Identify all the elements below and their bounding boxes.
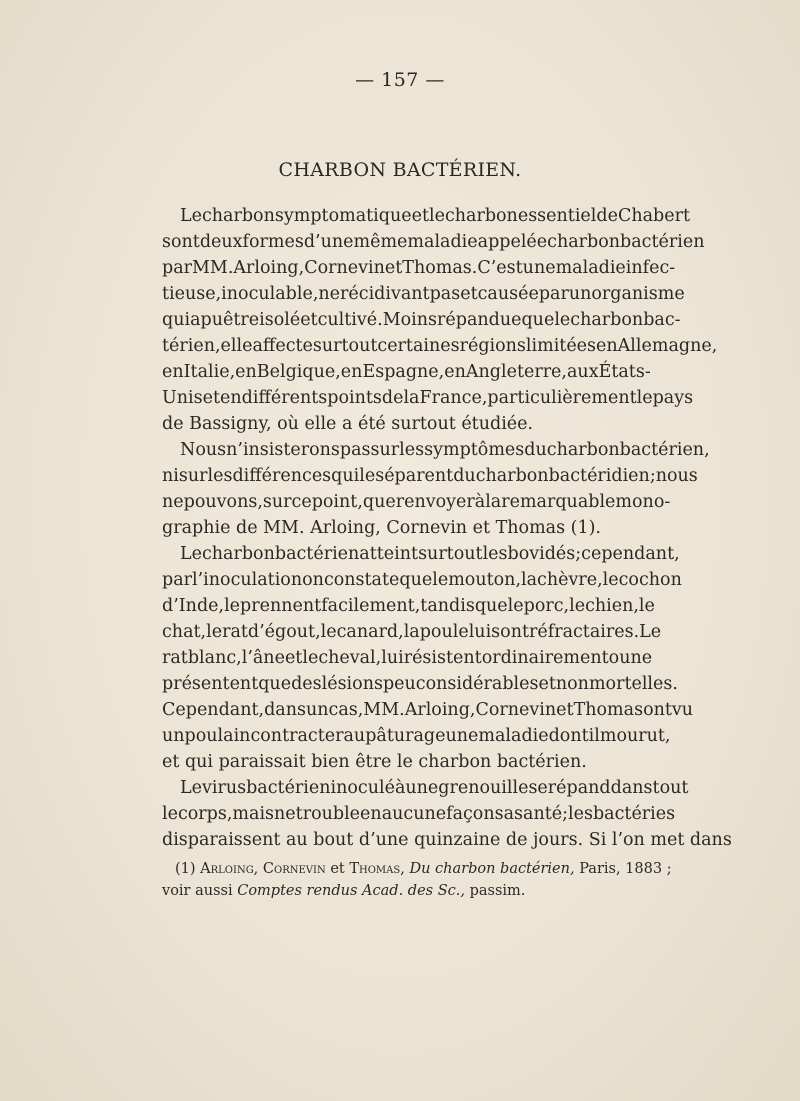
text-line: graphie de MM. Arloing, Cornevin et Thomas (1). [162,518,601,538]
text-line: ne pouvons, sur ce point, que renvoyer à la remarquable mono- [162,492,671,512]
text-line: un poulain contracter au pâturage une maladie dont il mourut, [162,726,671,746]
text-line: le corps, mais ne trouble en aucune façon sa santé ; les bactéries [162,804,676,824]
footnote-title: Du charbon bactérien, [409,861,575,877]
page-number: — 157 — [355,69,445,91]
body-text [162,203,732,853]
text-line: d’Inde, le prennent facilement, tandis que le porc, le chien, le [162,596,655,616]
footnote-marker: (1) [175,861,196,877]
text-line: chat, le rat d’égout, le canard, la poule lui sont réfractaires. Le [162,622,662,642]
text-line: Cependant, dans un cas, MM. Arloing, Cornevin et Thomas ont vu [162,700,694,720]
text-line: Le charbon bactérien atteint surtout les bovidés ; cependant, [180,544,680,564]
footnote-author: Cornevin [262,861,326,877]
text-line: Le virus bactérien inoculé à une grenouille se répand dans tout [180,778,689,798]
chapter-title: CHARBON BACTÉRIEN. [278,159,522,181]
footnote-journal: Comptes rendus Acad. des Sc., [237,883,465,899]
text-line: présentent que des lésions peu considérables et non mortelles. [162,674,678,694]
footnote-prefix: voir aussi [162,883,233,899]
text-line: rat blanc, l’âne et le cheval, lui résistent ordinairement ou ne [162,648,653,668]
footnote-author: Thomas, [349,861,405,877]
footnote-line [162,858,672,880]
text-line: Le charbon symptomatique et le charbon essentiel de Chabert [180,206,690,226]
text-line: de Bassigny, où elle a été surtout étudiée. [162,414,534,434]
text-line: par l’inoculation on constate que le mouton, la chèvre, le cochon [162,570,682,590]
footnote-author: Arloing, [200,861,259,877]
text-line: tieuse, inoculable, ne récidivant pas et causée par un organisme [162,284,685,304]
text-line: disparaissent au bout d’une quinzaine de jours. Si l’on met dans [162,830,732,850]
text-line: ni sur les différences qui le séparent du charbon bactéridien ; nous [162,466,698,486]
text-line: en Italie, en Belgique, en Espagne, en Angleterre, aux États- [162,362,651,382]
footnote-line [162,880,642,902]
footnote-conjunction: et [330,861,345,877]
text-line: et qui paraissait bien être le charbon bactérien. [162,752,587,772]
text-line: Nous n’insisterons pas sur les symptômes du charbon bactérien, [180,440,710,460]
text-line: sont deux formes d’une même maladie appelée charbon bactérien [162,232,705,252]
text-line: par MM. Arloing, Cornevin et Thomas. C’est une maladie infec- [162,258,676,278]
footnote-suffix: passim. [469,883,526,899]
footnote-place-date: Paris, 1883 ; [579,861,672,877]
text-line: qui a pu être isolé et cultivé. Moins répandue que le charbon bac- [162,310,681,330]
text-line: térien, elle affecte surtout certaines régions limitées en Allemagne, [162,336,718,356]
footnotes [162,858,672,902]
text-line: Unis et en différents points de la France, particulièrement le pays [162,388,694,408]
